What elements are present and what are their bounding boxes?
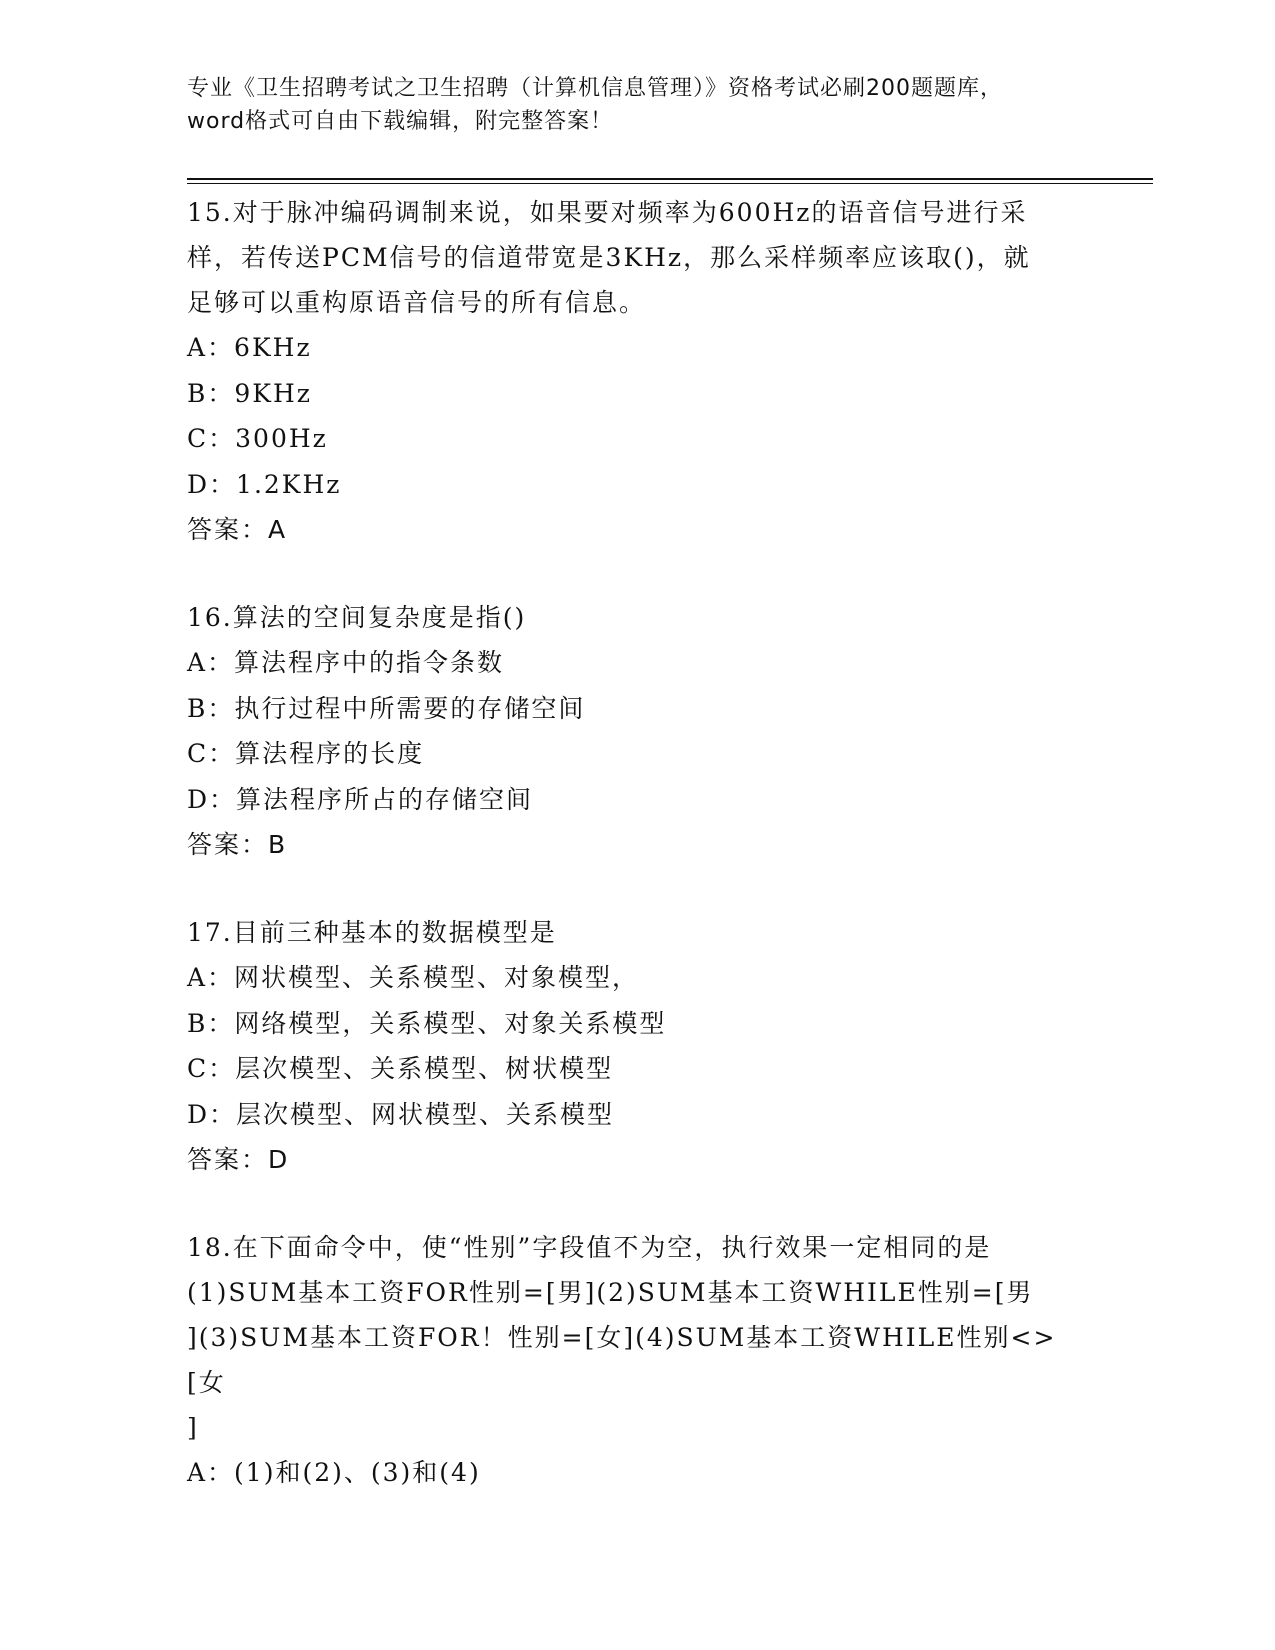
header-divider-thick	[187, 178, 1153, 180]
option-a: A：6KHz	[187, 333, 312, 362]
question-17	[187, 910, 1087, 1182]
question-15	[187, 190, 1087, 552]
stem-line: ](3)SUM基本工资FOR！性别=[女](4)SUM基本工资WHILE性别<>[女	[187, 1323, 1057, 1397]
header-divider-thin	[187, 183, 1153, 184]
stem-line: 15.对于脉冲编码调制来说，如果要对频率为600Hz的语音信号进行采	[187, 198, 1028, 227]
stem-line: ]	[187, 1413, 199, 1442]
question-stem	[187, 1225, 1087, 1450]
header-line-1: 专业《卫生招聘考试之卫生招聘（计算机信息管理）》资格考试必刷200题题库，	[187, 76, 1003, 101]
stem-line: 足够可以重构原语音信号的所有信息。	[187, 288, 647, 317]
answer-line: 答案：A	[187, 515, 288, 544]
question-stem	[187, 190, 1087, 325]
question-stem	[187, 595, 1087, 640]
option-b: B：网络模型，关系模型、对象关系模型	[187, 1008, 667, 1038]
option-b: B：9KHz	[187, 378, 312, 408]
question-16	[187, 595, 1087, 867]
option-c: C：300Hz	[187, 424, 328, 453]
option-d: D：1.2KHz	[187, 469, 342, 499]
stem-line: 16.算法的空间复杂度是指()	[187, 603, 527, 632]
option-a: A：(1)和(2)、(3)和(4)	[187, 1458, 481, 1487]
option-c: C：算法程序的长度	[187, 739, 425, 768]
stem-line: (1)SUM基本工资FOR性别=[男](2)SUM基本工资WHILE性别=[男	[187, 1278, 1034, 1307]
stem-line: 18.在下面命令中，使“性别”字段值不为空，执行效果一定相同的是	[187, 1233, 992, 1262]
option-d: D：层次模型、网状模型、关系模型	[187, 1099, 615, 1129]
option-a: A：算法程序中的指令条数	[187, 648, 505, 677]
question-list	[187, 190, 1087, 1539]
option-a: A：网状模型、关系模型、对象模型，	[187, 963, 640, 992]
header-line-2: word格式可自由下载编辑，附完整答案！	[187, 109, 614, 134]
answer-line: 答案：D	[187, 1145, 290, 1174]
option-c: C：层次模型、关系模型、树状模型	[187, 1054, 614, 1083]
document-header	[187, 72, 1087, 138]
option-b: B：执行过程中所需要的存储空间	[187, 693, 586, 723]
answer-line: 答案：B	[187, 830, 288, 859]
question-stem	[187, 910, 1087, 955]
stem-line: 样，若传送PCM信号的信道带宽是3KHz，那么采样频率应该取()，就	[187, 243, 1031, 272]
option-d: D：算法程序所占的存储空间	[187, 784, 534, 814]
question-18	[187, 1225, 1087, 1496]
stem-line: 17.目前三种基本的数据模型是	[187, 918, 557, 947]
